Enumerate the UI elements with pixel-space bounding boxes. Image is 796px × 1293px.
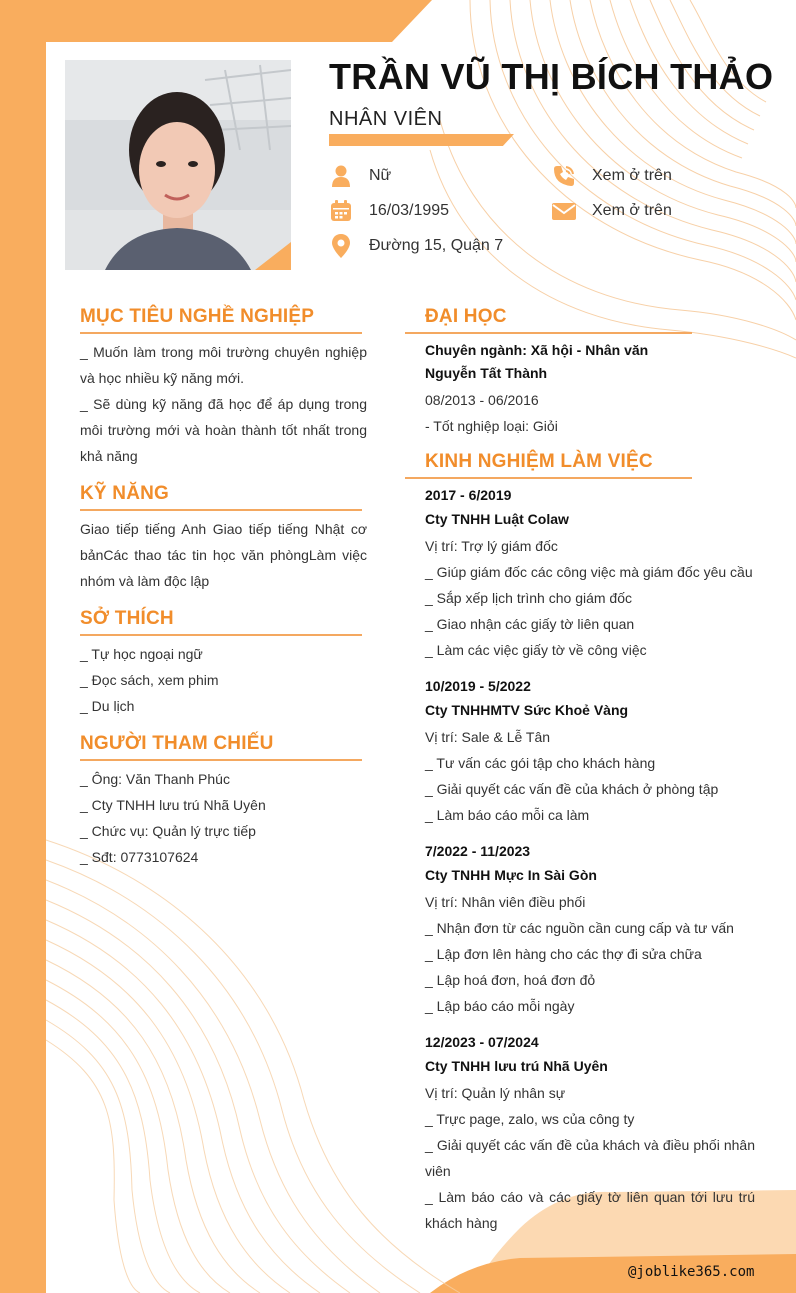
job-position: Vị trí: Trợ lý giám đốc	[425, 538, 558, 554]
job-entry	[425, 676, 755, 828]
education-school: Nguyễn Tất Thành	[425, 365, 548, 381]
list-item: _ Chức vụ: Quản lý trực tiếp	[80, 823, 256, 839]
list-item: _ Ông: Văn Thanh Phúc	[80, 771, 230, 787]
hobbies-divider	[80, 634, 362, 636]
job-task: _ Lập báo cáo mỗi ngày	[425, 998, 575, 1014]
job-period: 7/2022 - 11/2023	[425, 843, 531, 859]
job-task: _ Giúp giám đốc các công việc mà giám đốc yêu cầu	[425, 564, 753, 580]
site-watermark: @joblike365.com	[628, 1264, 755, 1280]
education-divider	[405, 332, 692, 334]
objective-item: _ Sẽ dùng kỹ năng đã học để áp dụng trong môi trường mới và hoàn thành tốt nhất trong khả năng	[80, 396, 367, 464]
location-pin-icon	[329, 234, 353, 258]
job-company: Cty TNHH Luật Colaw	[425, 511, 569, 527]
job-company: Cty TNHH Mực In Sài Gòn	[425, 867, 597, 883]
job-period: 10/2019 - 5/2022	[425, 678, 531, 694]
contact-phone	[552, 164, 672, 188]
job-title: NHÂN VIÊN	[329, 108, 443, 130]
job-entry	[425, 1032, 755, 1236]
list-item: _ Đọc sách, xem phim	[80, 672, 219, 688]
objective-heading: MỤC TIÊU NGHỀ NGHIỆP	[80, 306, 315, 327]
job-task: _ Lập đơn lên hàng cho các thợ đi sửa chữa	[425, 946, 702, 962]
list-item: _ Du lịch	[80, 698, 135, 714]
calendar-icon	[329, 199, 353, 223]
objective-text	[80, 339, 367, 469]
job-task: _ Giao nhận các giấy tờ liên quan	[425, 616, 635, 632]
skills-divider	[80, 509, 362, 511]
experience-heading: KINH NGHIỆM LÀM VIỆC	[425, 451, 653, 472]
address-text: Đường 15, Quận 7	[369, 237, 504, 254]
education-period: 08/2013 - 06/2016	[425, 392, 539, 408]
objective-item: _ Muốn làm trong môi trường chuyên nghiệp và học nhiều kỹ năng mới.	[80, 344, 367, 386]
list-item: _ Cty TNHH lưu trú Nhã Uyên	[80, 797, 266, 813]
email-text: Xem ở trên	[592, 202, 672, 219]
job-task: _ Làm các việc giấy tờ về công việc	[425, 642, 647, 658]
job-period: 2017 - 6/2019	[425, 487, 512, 503]
job-task: _ Lập hoá đơn, hoá đơn đỏ	[425, 972, 596, 988]
job-company: Cty TNHHMTV Sức Khoẻ Vàng	[425, 702, 629, 718]
contact-email	[552, 199, 672, 223]
hobbies-heading: SỞ THÍCH	[80, 608, 174, 629]
candidate-name: TRẦN VŨ THỊ BÍCH THẢO	[329, 56, 774, 97]
gender-text: Nữ	[369, 167, 392, 184]
job-position: Vị trí: Quản lý nhân sự	[425, 1085, 566, 1101]
job-task: _ Sắp xếp lịch trình cho giám đốc	[425, 590, 633, 606]
job-entry	[425, 841, 755, 1019]
references-heading: NGƯỜI THAM CHIẾU	[80, 733, 274, 754]
profile-photo	[65, 60, 291, 270]
contact-gender	[329, 164, 391, 188]
hobbies-list	[80, 641, 367, 719]
job-task: _ Tư vấn các gói tập cho khách hàng	[425, 755, 656, 771]
references-divider	[80, 759, 362, 761]
job-company: Cty TNHH lưu trú Nhã Uyên	[425, 1058, 608, 1074]
job-task: _ Làm báo cáo và các giấy tờ liên quan tới lưu trú khách hàng	[425, 1189, 755, 1231]
mail-icon	[552, 199, 576, 223]
job-period: 12/2023 - 07/2024	[425, 1034, 539, 1050]
job-task: _ Nhận đơn từ các nguồn cần cung cấp và tư vấn	[425, 920, 734, 936]
list-item: _ Tự học ngoại ngữ	[80, 646, 203, 662]
experience-divider	[405, 477, 692, 479]
education-note: - Tốt nghiệp loại: Giỏi	[425, 418, 558, 434]
job-task: _ Giải quyết các vấn đề của khách và điều phối nhân viên	[425, 1137, 755, 1179]
education-block	[425, 340, 755, 439]
person-icon	[329, 164, 353, 188]
job-task: _ Trực page, zalo, ws của công ty	[425, 1111, 635, 1127]
job-position: Vị trí: Sale & Lễ Tân	[425, 729, 551, 745]
title-underline	[329, 134, 514, 146]
education-major: Chuyên ngành: Xã hội - Nhân văn	[425, 342, 649, 358]
skills-text: Giao tiếp tiếng Anh Giao tiếp tiếng Nhật cơ bảnCác thao tác tin học văn phòngLàm việc nhóm và làm độc lập	[80, 521, 367, 589]
phone-icon	[552, 164, 576, 188]
list-item: _ Sđt: 0773107624	[80, 849, 199, 865]
job-task: _ Làm báo cáo mỗi ca làm	[425, 807, 590, 823]
birthday-text: 16/03/1995	[369, 202, 450, 219]
phone-text: Xem ở trên	[592, 167, 672, 184]
skills-heading: KỸ NĂNG	[80, 483, 170, 504]
job-position: Vị trí: Nhân viên điều phối	[425, 894, 586, 910]
contact-birthday	[329, 199, 449, 223]
job-task: _ Giải quyết các vấn đề của khách ở phòng tập	[425, 781, 719, 797]
objective-divider	[80, 332, 362, 334]
job-entry	[425, 485, 755, 663]
contact-address	[329, 234, 503, 258]
education-heading: ĐẠI HỌC	[425, 306, 507, 327]
portrait-photo-icon	[65, 60, 291, 270]
references-list	[80, 766, 367, 870]
